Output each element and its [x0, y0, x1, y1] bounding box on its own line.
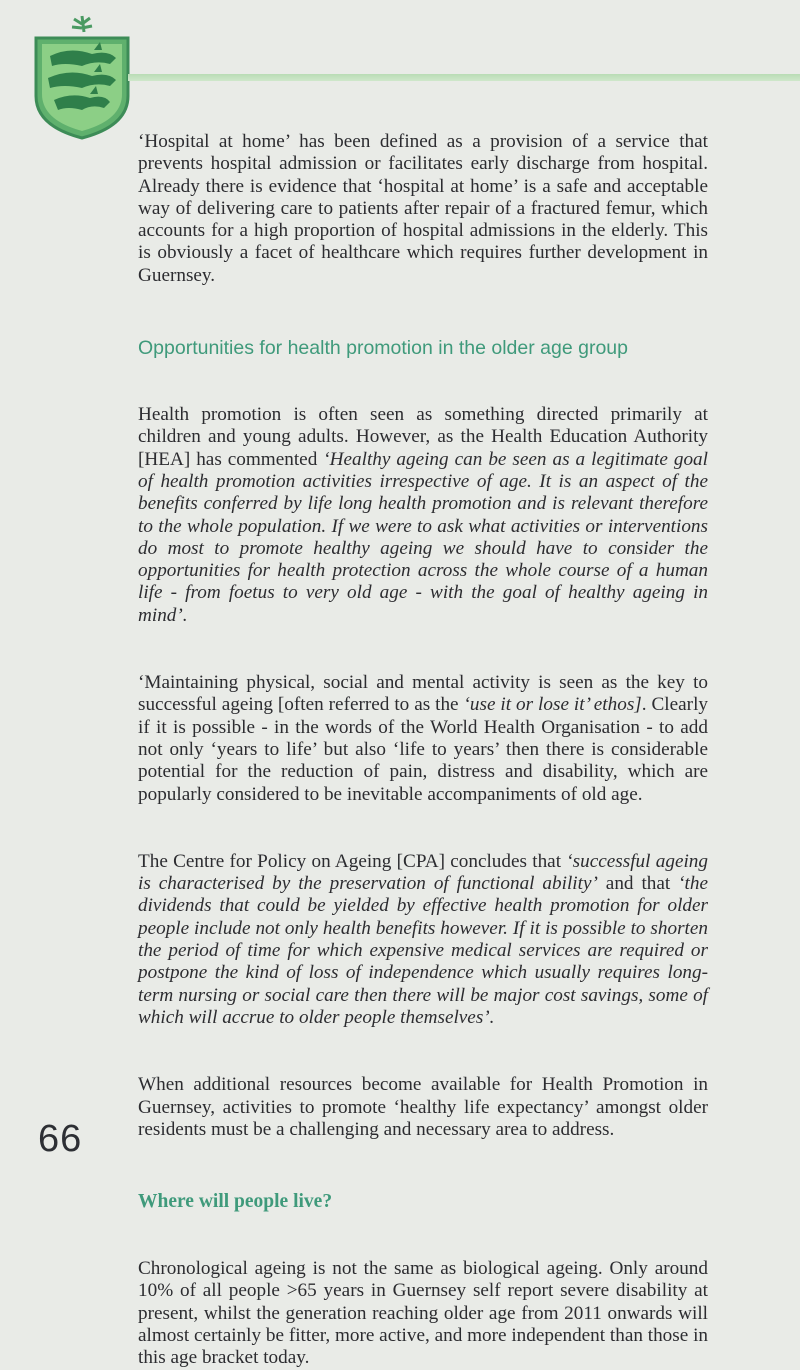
paragraph-health-promotion: Health promotion is often seen as something directed primarily at children and young adults. However, as the Health Education Authority [HEA] has commented ‘Healthy ageing can be seen as a legitimate goal of health promotion activities irrespective of age. It is an aspect of the benefits conferred by life long health promotion and is relevant therefore to the whole population. If we were to ask what activities or interventions do most to promote healthy ageing we should have to consider the opportunities for health protection across the whole course of a human life - from foetus to very old age - with the goal of healthy ageing in mind’.	[138, 404, 708, 626]
paragraph-additional-resources: When additional resources become available for Health Promotion in Guernsey, activities to promote ‘healthy life expectancy’ amongst older residents must be a challenging and necessary area to address.	[138, 1074, 708, 1140]
paragraph-maintaining-activity: ‘Maintaining physical, social and mental activity is seen as the key to successful ageing [often referred to as the ‘use it or lose it’ ethos]. Clearly if it is possible - in the words of the World Health Organisation - to add not only ‘years to life’ but also ‘life to years’ then there is considerable potential for the reduction of pain, distress and disability, which are popularly considered to be inevitable accompaniments of old age.	[138, 672, 708, 805]
page-content	[138, 131, 708, 1370]
guernsey-crest-icon	[30, 14, 134, 144]
ethos-quote: ‘use it or lose it’ ethos]	[463, 694, 642, 716]
section-heading-health-promotion: Opportunities for health promotion in the older age group	[138, 337, 628, 360]
header-rule	[128, 74, 800, 81]
cpa-quote-2: ‘the dividends that could be yielded by effective health promotion for older people include not only health benefits however. If it is possible to shorten the period of time for which expensive medical services are required or postpone the kind of loss of independence which usually requires long-term nursing or social care then there will be major cost savings, some of which will accrue to older people themselves’.	[138, 873, 708, 1028]
cpa-quote-1: ‘successful ageing is characterised by the preservation of functional ability’	[138, 850, 708, 895]
page-number: 66	[38, 1118, 83, 1160]
section-heading-where-live: Where will people live?	[138, 1191, 333, 1213]
hea-quote: ‘Healthy ageing can be seen as a legitimate goal of health promotion activities irrespective of age. It is an aspect of the benefits conferred by life long health promotion and is relevant therefore to the whole population. If we were to ask what activities or interventions do most to promote healthy ageing we should have to consider the opportunities for health protection across the whole course of a human life - from foetus to very old age - with the goal of healthy ageing in mind’.	[138, 448, 708, 626]
paragraph-chronological-ageing: Chronological ageing is not the same as biological ageing. Only around 10% of all people >65 years in Guernsey self report severe disability at present, whilst the generation reaching older age from 2011 onwards will almost certainly be fitter, more active, and more independent than those in this age bracket today.	[138, 1258, 708, 1369]
paragraph-cpa: The Centre for Policy on Ageing [CPA] concludes that ‘successful ageing is characterised by the preservation of functional ability’ and that ‘the dividends that could be yielded by effective health promotion for older people include not only health benefits however. If it is possible to shorten the period of time for which expensive medical services are required or postpone the kind of loss of independence which usually requires long-term nursing or social care then there will be major cost savings, some of which will accrue to older people themselves’.	[138, 850, 708, 1028]
paragraph-hospital-at-home: ‘Hospital at home’ has been defined as a provision of a service that prevents hospital admission or facilitates early discharge from hospital. Already there is evidence that ‘hospital at home’ is a safe and acceptable way of delivering care to patients after repair of a fractured femur, which accounts for a high proportion of hospital admissions in the elderly. This is obviously a facet of healthcare which requires further development in Guernsey.	[138, 131, 708, 286]
